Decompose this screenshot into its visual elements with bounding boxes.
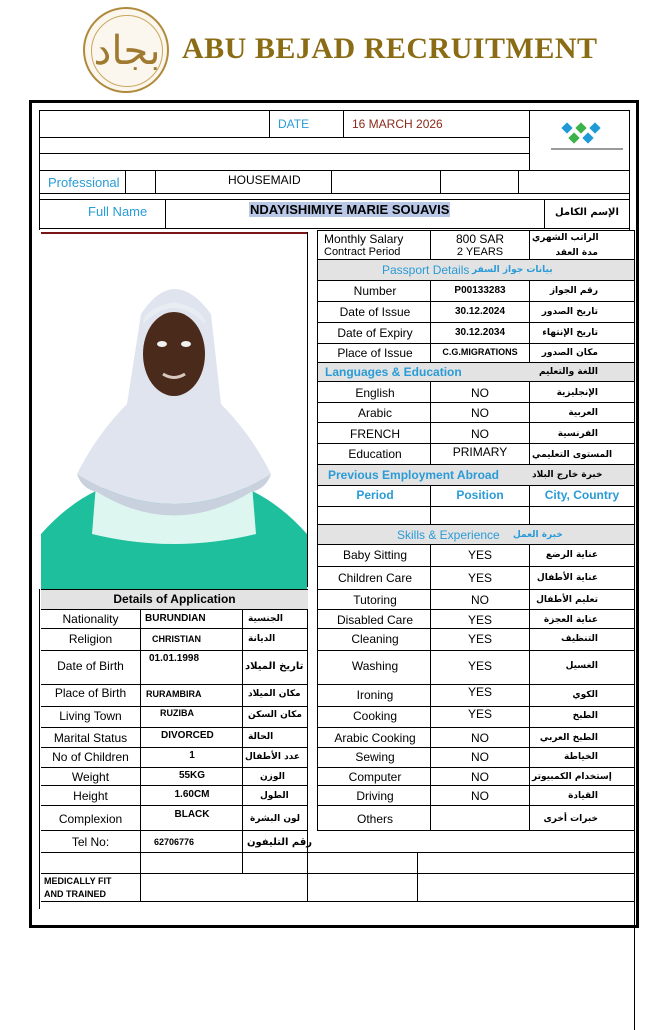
arabic-value: NO — [471, 406, 489, 420]
english-value: NO — [471, 386, 489, 400]
tel-no-value: 62706776 — [154, 837, 195, 847]
marital-status-label: Marital Status — [53, 731, 128, 745]
languages-title: Languages & Education — [325, 365, 462, 379]
monthly-salary-label: Monthly Salary — [324, 232, 404, 246]
date-of-issue-label: Date of Issue — [339, 305, 411, 319]
skill-baby-sitting-value: YES — [467, 548, 492, 562]
skills-title-ar: خبرة العمل — [513, 530, 563, 540]
skill-driving-value: NO — [471, 789, 489, 803]
skill-ironing-label: Ironing — [356, 688, 394, 702]
full-name-value: NDAYISHIMIYE MARIE SOUAVIS — [250, 202, 450, 217]
employment-col-position: Position — [456, 488, 504, 502]
skill-arabic-cooking-label: Arabic Cooking — [334, 731, 416, 745]
passport-title-ar: بيانات جواز السفر — [472, 265, 553, 275]
professional-label: Professional — [48, 175, 120, 190]
living-town-label: Living Town — [59, 709, 122, 723]
skill-others-ar: خبرات أخرى — [543, 814, 598, 824]
company-name: ABU BEJAD RECRUITMENT — [182, 32, 598, 65]
skill-arabic-cooking-value: NO — [471, 731, 489, 745]
marital-status-ar: الحالة — [248, 732, 274, 742]
date-value: 16 MARCH 2026 — [352, 117, 443, 131]
nationality-ar: الجنسية — [248, 614, 283, 624]
english-label: English — [355, 386, 395, 400]
skill-baby-sitting-ar: عناية الرضع — [545, 550, 598, 560]
employment-title: Previous Employment Abroad — [328, 468, 499, 482]
skill-ironing-value: YES — [467, 685, 492, 699]
date-of-birth-value: 01.01.1998 — [149, 653, 200, 664]
place-of-issue-label: Place of Issue — [337, 346, 413, 360]
height-label: Height — [73, 789, 108, 803]
agency-logo-icon — [547, 120, 632, 160]
nationality-label: Nationality — [62, 612, 119, 626]
place-of-birth-ar: مكان الميلاد — [248, 689, 301, 699]
place-of-issue-ar: مكان الصدور — [541, 348, 598, 358]
no-of-children-ar: عدد الأطفال — [245, 752, 301, 762]
weight-ar: الوزن — [260, 772, 285, 782]
skill-cleaning-label: Cleaning — [351, 632, 399, 646]
medical-status-line2: AND TRAINED — [44, 889, 106, 899]
skills-title: Skills & Experience — [397, 528, 500, 542]
languages-title-ar: اللغة والتعليم — [538, 367, 598, 377]
education-value: PRIMARY — [452, 445, 508, 459]
skill-tutoring-label: Tutoring — [353, 593, 397, 607]
details-title: Details of Application — [113, 592, 236, 606]
complexion-ar: لون البشرة — [250, 814, 301, 824]
skill-computer-value: NO — [471, 770, 489, 784]
skill-sewing-ar: الخياطة — [564, 752, 598, 762]
religion-value: CHRISTIAN — [152, 634, 201, 644]
french-value: NO — [471, 427, 489, 441]
weight-label: Weight — [71, 770, 110, 784]
logo-glyph: بجاد — [91, 15, 163, 87]
date-of-expiry-ar: تاريخ الإنتهاء — [542, 328, 598, 338]
date-of-issue-value: 30.12.2024 — [454, 306, 506, 317]
religion-ar: الديانة — [248, 634, 276, 644]
skill-disabled-care-value: YES — [467, 613, 492, 627]
place-of-birth-label: Place of Birth — [54, 686, 127, 700]
full-name-ar: الإسم الكامل — [555, 207, 619, 218]
skill-cooking-ar: الطبخ — [572, 711, 598, 721]
photo-icon — [41, 234, 307, 589]
marital-status-value: DIVORCED — [161, 730, 214, 741]
skill-sewing-label: Sewing — [355, 750, 395, 764]
passport-title: Passport Details — [382, 263, 470, 277]
contract-period-value: 2 YEARS — [456, 246, 504, 258]
skill-tutoring-value: NO — [471, 593, 489, 607]
skill-tutoring-ar: تعليم الأطفال — [536, 595, 598, 605]
skill-cooking-label: Cooking — [352, 709, 398, 723]
tel-no-ar: رقم التليفون — [247, 837, 313, 848]
skill-computer-label: Computer — [348, 770, 402, 784]
date-of-expiry-label: Date of Expiry — [337, 326, 413, 340]
date-label: DATE — [278, 117, 310, 131]
arabic-label: Arabic — [357, 406, 392, 420]
employment-title-ar: خبرة خارج البلاد — [532, 470, 603, 480]
living-town-ar: مكان السكن — [248, 710, 302, 720]
education-ar: المستوى التعليمي — [532, 450, 613, 460]
applicant-photo — [41, 232, 307, 587]
skill-washing-ar: الغسيل — [565, 661, 598, 671]
skill-disabled-care-ar: عناية العجزة — [543, 615, 598, 625]
arabic-ar: العربية — [568, 408, 598, 418]
passport-number-value: P00133283 — [454, 285, 506, 296]
living-town-value: RUZIBA — [160, 708, 194, 718]
place-of-birth-value: RURAMBIRA — [146, 689, 202, 699]
passport-number-ar: رقم الجواز — [549, 286, 598, 296]
contract-period-label: Contract Period — [324, 246, 401, 258]
employment-col-city: City, Country — [544, 488, 620, 502]
date-of-issue-ar: تاريخ الصدور — [541, 307, 598, 317]
date-of-birth-label: Date of Birth — [57, 659, 124, 673]
medical-status-line1: MEDICALLY FIT — [44, 876, 112, 886]
application-form — [29, 100, 639, 928]
skill-others-label: Others — [356, 812, 393, 826]
skill-disabled-care-label: Disabled Care — [336, 613, 414, 627]
contract-period-ar: مدة العقد — [555, 248, 598, 258]
skill-washing-value: YES — [467, 659, 492, 673]
nationality-value: BURUNDIAN — [145, 613, 206, 624]
skill-cleaning-value: YES — [467, 632, 492, 646]
place-of-issue-value: C.G.MIGRATIONS — [442, 347, 518, 357]
education-label: Education — [348, 447, 402, 461]
skill-baby-sitting-label: Baby Sitting — [342, 548, 408, 562]
no-of-children-value: 1 — [189, 750, 195, 761]
skill-driving-ar: القيادة — [568, 791, 598, 801]
skill-children-care-value: YES — [467, 571, 492, 585]
height-ar: الطول — [260, 791, 289, 801]
skill-ironing-ar: الكوي — [572, 690, 598, 700]
passport-number-label: Number — [353, 284, 397, 298]
skill-driving-label: Driving — [356, 789, 394, 803]
date-of-expiry-value: 30.12.2034 — [454, 327, 506, 338]
french-ar: الفرنسية — [557, 429, 598, 439]
english-ar: الإنجليزية — [556, 388, 598, 398]
religion-label: Religion — [68, 632, 113, 646]
skill-computer-ar: إستخدام الكمبيوتر — [532, 772, 612, 782]
skill-children-care-label: Children Care — [337, 571, 413, 585]
french-label: FRENCH — [350, 427, 400, 441]
skill-arabic-cooking-ar: الطبخ العربي — [539, 733, 598, 743]
employment-col-period: Period — [356, 488, 394, 502]
skill-washing-label: Washing — [351, 659, 399, 673]
agency-logo — [547, 120, 632, 160]
height-value: 1.60CM — [174, 789, 210, 800]
skill-cleaning-ar: التنظيف — [561, 634, 598, 644]
full-name-label: Full Name — [88, 204, 148, 219]
tel-no-label: Tel No: — [71, 835, 110, 849]
no-of-children-label: No of Children — [52, 750, 129, 764]
complexion-value: BLACK — [174, 809, 210, 820]
monthly-salary-value: 800 SAR — [455, 232, 505, 246]
skill-children-care-ar: عناية الأطفال — [536, 573, 598, 583]
professional-value: HOUSEMAID — [228, 173, 301, 187]
skill-cooking-value: YES — [467, 707, 492, 721]
date-of-birth-ar: تاريخ الميلاد — [245, 661, 304, 672]
monthly-salary-ar: الراتب الشهري — [532, 233, 599, 243]
weight-value: 55KG — [178, 770, 206, 781]
skill-sewing-value: NO — [471, 750, 489, 764]
complexion-label: Complexion — [58, 812, 123, 826]
company-logo — [83, 7, 169, 93]
